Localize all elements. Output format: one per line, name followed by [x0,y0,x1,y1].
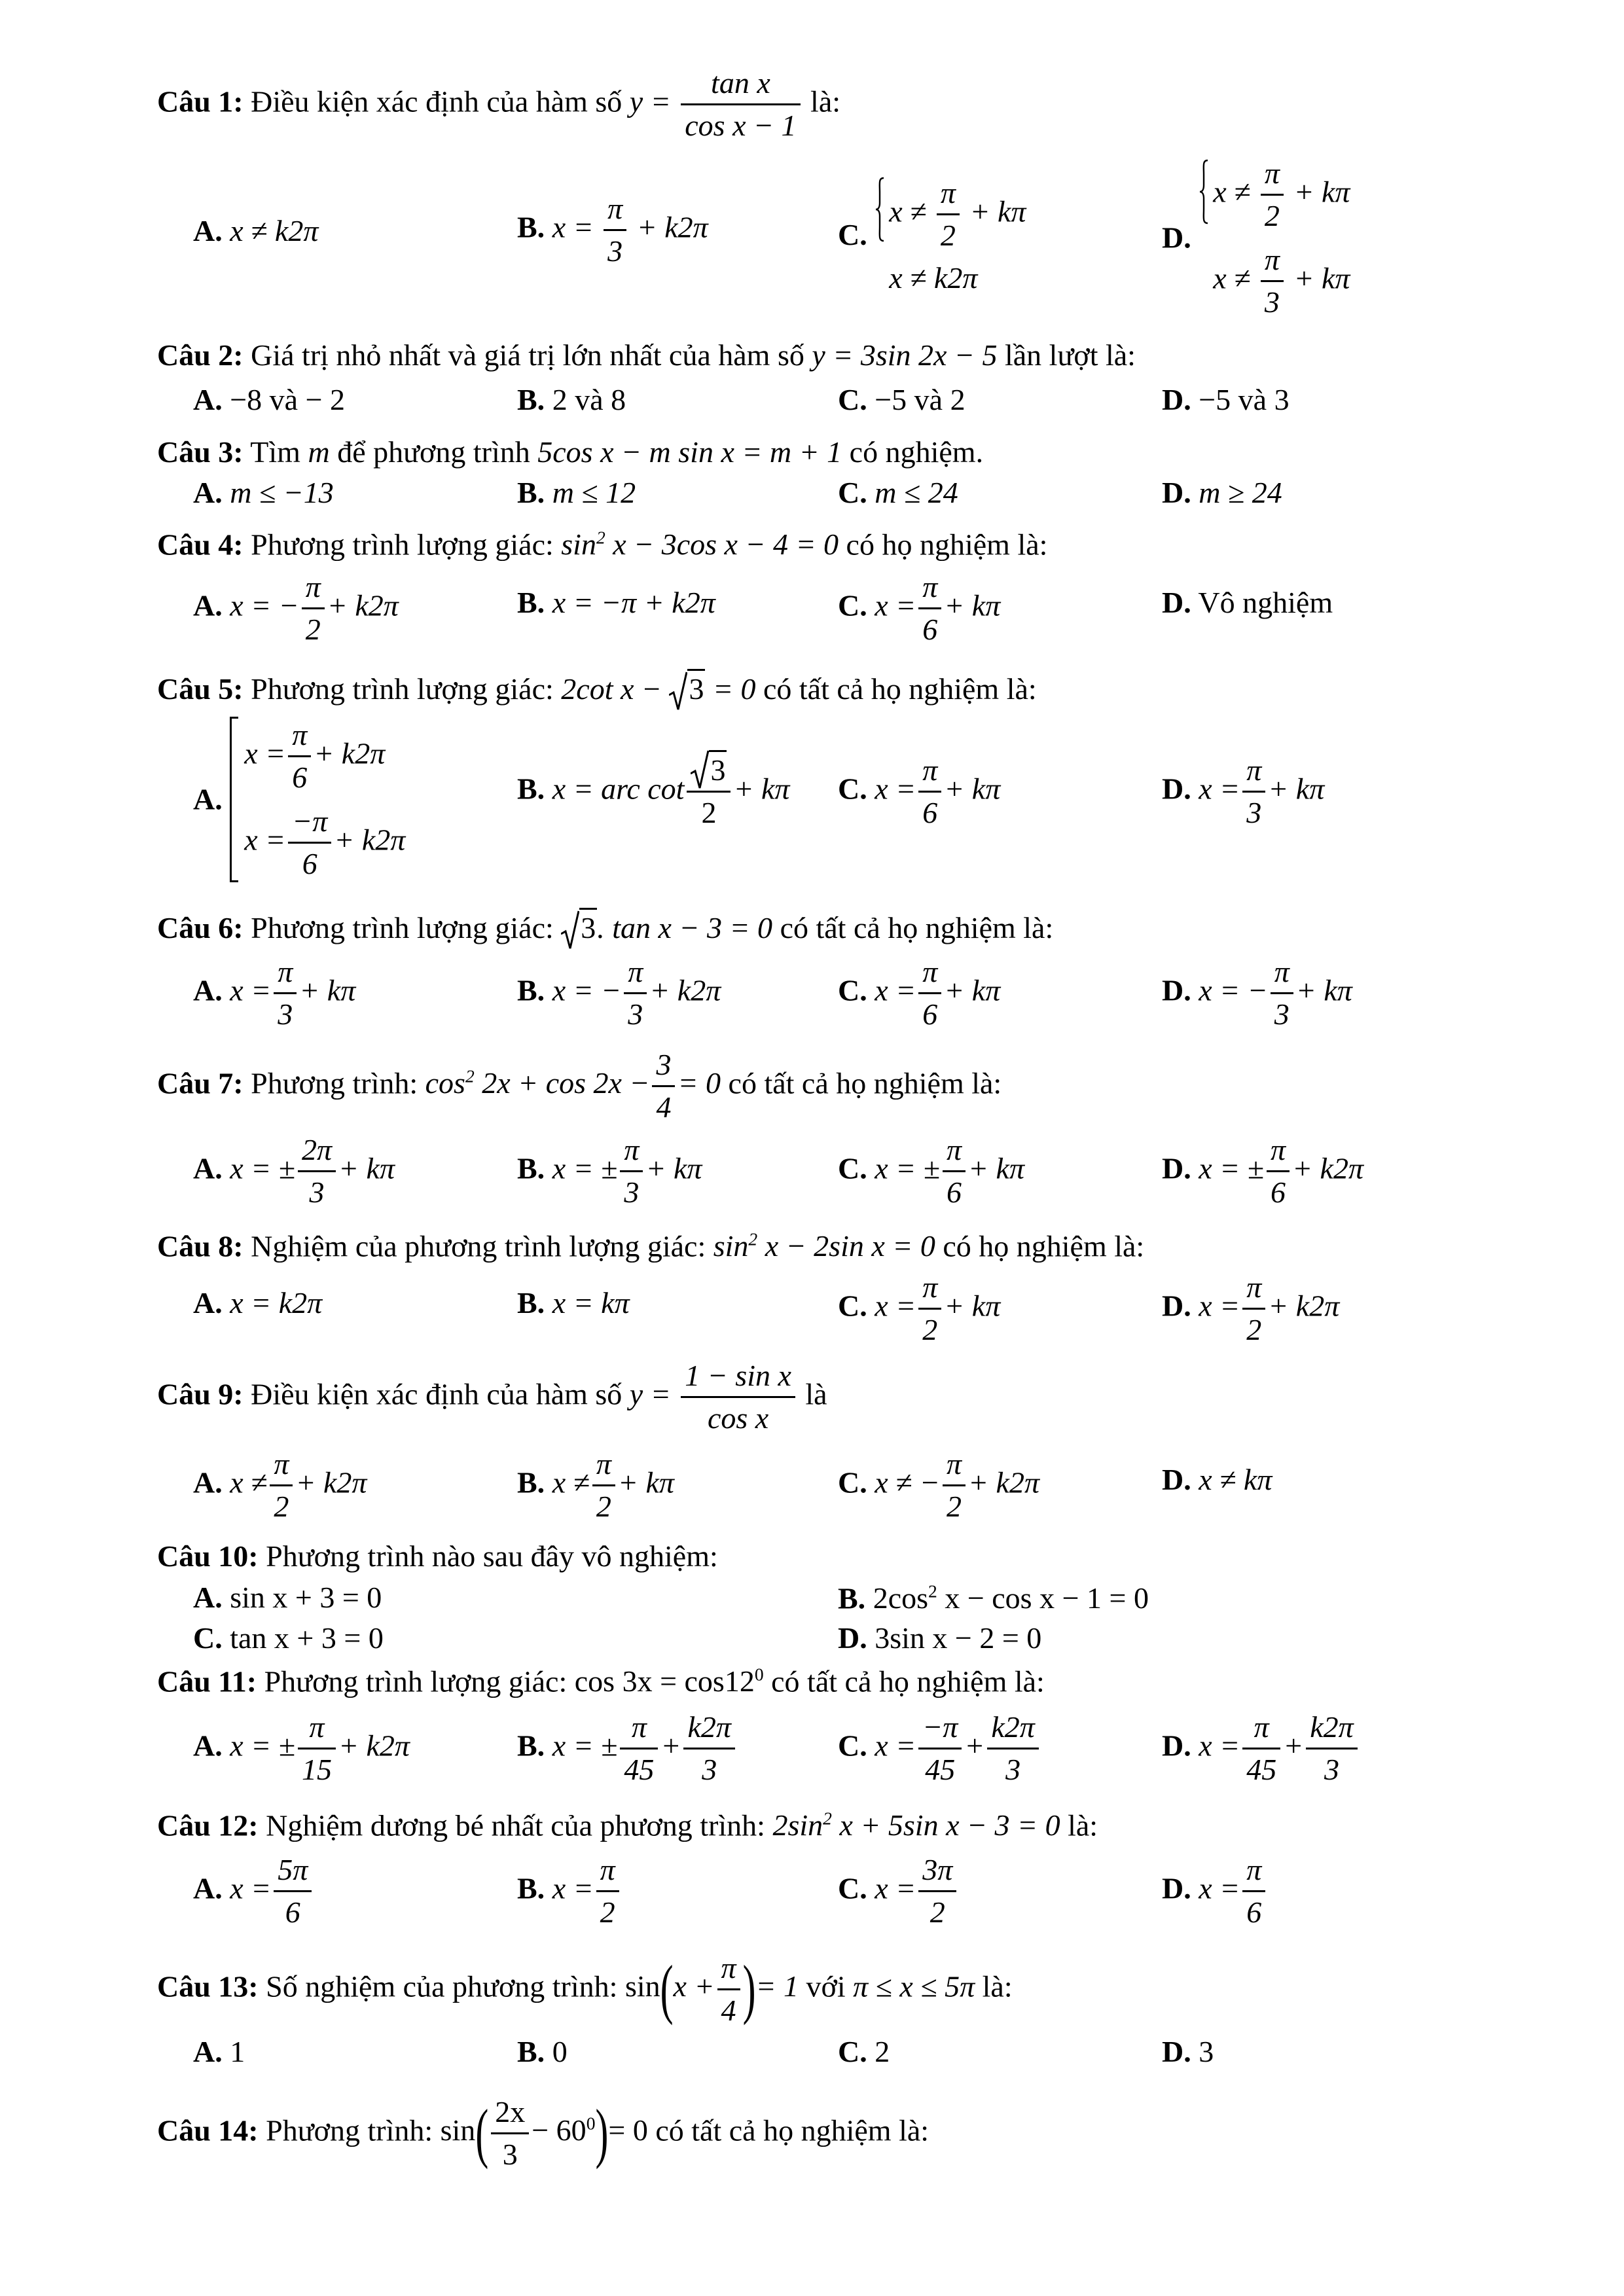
question-label: Câu 10: [157,1539,259,1573]
option-label: C. [838,973,867,1007]
option-d[interactable] [1162,385,1290,415]
option-c[interactable]: C. x = $\frac{\pi}{6}$ + kπ [838,954,1000,1033]
expr-y: y = [629,84,671,118]
option-label: C. [838,1151,867,1185]
option-a[interactable]: A. x = ± $\frac{\pi}{15}$ + k2π [193,1710,410,1788]
option-expr-post: + kπ [733,772,790,806]
numerator: tan x [681,65,800,105]
option-text: −5 và 2 [875,383,965,416]
option-label: C. [838,476,867,509]
question-text: Giá trị nhỏ nhất và giá trị lớn nhất của hàm số [251,338,804,372]
option-label: B. [517,586,545,619]
option-label: D. [1162,772,1191,806]
fraction: $\frac{k2\pi}{3}$ [987,1710,1038,1788]
option-label: C. [838,1289,867,1323]
option-label: B. [517,210,545,244]
question-expr: 5cos x − m sin x = m + 1 [537,435,842,469]
question-label: Câu 1: [157,84,244,118]
option-expr-post: + kπ [1268,772,1325,806]
question-text: để phương trình [337,435,530,469]
option-label: B. [517,1151,545,1185]
option-label: A. [193,1465,223,1499]
option-expr: m ≤ −13 [230,476,334,509]
denominator: 3 [607,234,623,268]
question-11 [157,1666,1045,1696]
fraction: $\frac{k2\pi}{3}$ [683,1710,734,1788]
option-label: A. [193,214,223,247]
option-d[interactable] [1162,2037,1214,2067]
option-d[interactable] [1162,588,1333,618]
option-label: D. [1162,973,1191,1007]
fraction: $\frac{\pi}{3}$ [624,954,647,1033]
option-text: 0 [552,2035,568,2068]
question-3 [157,437,983,467]
option-c[interactable] [838,753,1000,831]
question-label: Câu 9: [157,1377,244,1411]
fraction: $\frac{\pi}{6}$ [918,954,941,1033]
option-b[interactable] [838,1583,1149,1613]
option-a[interactable] [193,385,345,415]
question-text: Phương trình lượng giác: [251,911,554,944]
option-text: 2 và 8 [552,383,626,416]
option-a[interactable] [193,1583,382,1613]
fraction: $\frac{\pi}{6}$ [918,569,941,648]
option-label: C. [193,1621,223,1655]
option-a[interactable]: A. x = $\frac{5\pi}{6}$ [193,1852,314,1931]
option-expr: $2\cos^2$ x − cos x − 1 = 0 [873,1581,1149,1615]
option-d[interactable]: D. x = $\frac{\pi}{2}$ + k2π [1162,1270,1339,1348]
option-label: B. [517,973,545,1007]
option-b[interactable]: B. x = ± $\frac{\pi}{45}$ + $\frac{k2\pi}{3}$ [517,1710,738,1788]
system-row: x ≠ $\frac{\pi}{2}$ + kπ [889,176,1026,253]
option-label: A. [193,782,223,816]
option-label: D. [1162,1871,1191,1905]
option-c[interactable] [838,2037,890,2067]
question-expr: $\cos^2 2x + \cos 2x$ − $\frac{3}{4}$ = 0 [425,1048,721,1124]
curly-brace-icon [1199,159,1209,224]
fraction: $\frac{-\pi}{45}$ [918,1710,962,1788]
question-tail: lần lượt là: [1004,338,1136,372]
question-text: Tìm [250,435,300,469]
option-label: A. [193,1871,223,1905]
option-b[interactable] [517,1288,630,1318]
option-label: A. [193,1286,223,1319]
fraction: $\frac{\pi}{6}$ [1242,1852,1265,1931]
question-expr: $\cos 3x = \cos 12^0$ [574,1664,764,1698]
fraction: $\frac{\pi}{2}$ [1242,1270,1265,1348]
question-tail: có họ nghiệm là: [943,1229,1145,1263]
fraction: $\frac{\pi}{6}$ [918,753,941,831]
question-tail: có tất cả họ nghiệm là: [728,1066,1002,1100]
option-b[interactable]: B. x = ± $\frac{\pi}{3}$ + kπ [517,1132,702,1211]
option-text: tan x + 3 = 0 [230,1621,384,1655]
option-label: D. [1162,586,1191,619]
option-label: C. [838,1465,867,1499]
equation-union [230,713,405,886]
option-a[interactable] [193,2037,245,2067]
option-d[interactable] [838,1623,1041,1653]
question-expr: $2\sin^2$ x + 5sin x − 3 = 0 [772,1808,1060,1842]
question-label: Câu 5: [157,672,244,706]
question-expr: 2cot x − 3 = 0 [561,672,755,706]
option-label: A. [193,973,223,1007]
fraction [604,191,626,270]
fraction: $\frac{\pi}{2}$ [918,1270,941,1348]
question-14 [157,2094,929,2173]
system-row: x ≠ k2π [889,260,978,295]
question-label: Câu 6: [157,911,244,944]
option-label: A. [193,2035,223,2068]
option-d[interactable] [1162,1465,1272,1495]
option-b[interactable]: B. x ≠ $\frac{\pi}{2}$ + kπ [517,1446,674,1525]
question-label: Câu 14: [157,2113,259,2147]
option-text: 1 [230,2035,245,2068]
option-c[interactable] [838,385,965,415]
question-4 [157,529,1047,560]
fraction: $\frac{\pi}{6}$ [943,1132,965,1211]
option-label: B. [517,772,545,806]
option-a[interactable]: A. x = $\frac{\pi}{3}$ + kπ [193,954,355,1033]
question-12 [157,1810,1098,1840]
question-text: Nghiệm của phương trình lượng giác: [251,1229,706,1263]
expr-y: y = [629,1377,671,1411]
question-label: Câu 13: [157,1969,259,2003]
question-text: Phương trình lượng giác: [264,1664,568,1698]
question-text: Phương trình lượng giác: [251,528,554,562]
question-text: với [806,1969,846,2003]
fraction: $\frac{5\pi}{6}$ [274,1852,312,1931]
option-b[interactable] [517,2037,568,2067]
question-text: Phương trình nào sau đây vô nghiệm: [266,1539,718,1573]
question-text: Phương trình lượng giác: [251,672,554,706]
option-c[interactable] [838,569,1000,648]
question-label: Câu 2: [157,338,244,372]
fraction: $\frac{3\pi}{2}$ [918,1852,956,1931]
option-expr-pre: x = [875,772,916,806]
square-bracket-icon [230,717,238,882]
option-b[interactable]: B. x = − $\frac{\pi}{3}$ + k2π [517,954,721,1033]
option-label: B. [517,1871,545,1905]
option-text: 3 [1199,2035,1214,2068]
option-b[interactable] [517,385,626,415]
option-label: B. [517,1286,545,1319]
fraction: $\frac{2\pi}{3}$ [298,1132,336,1211]
question-label: Câu 4: [157,528,244,562]
option-c[interactable]: C. x = $\frac{-\pi}{45}$ + $\frac{k2\pi}{3}$ [838,1710,1041,1788]
option-b[interactable] [517,478,636,508]
option-label: B. [517,476,545,509]
option-text: −8 và − 2 [230,383,346,416]
radical-icon [669,670,687,712]
option-label: A. [193,1729,223,1763]
option-c[interactable]: C. x ≠ − $\frac{\pi}{2}$ + k2π [838,1446,1039,1525]
question-tail: có tất cả họ nghiệm là: [780,911,1054,944]
option-expr-pre: x = [875,588,916,622]
question-5 [157,674,1037,704]
option-expr: x ≠ k2π [230,214,319,247]
fraction: $\frac{\pi}{45}$ [1242,1710,1280,1788]
option-label: D. [1162,2035,1191,2068]
question-10 [157,1541,718,1571]
option-d[interactable] [1162,478,1282,508]
option-label: D. [1162,1729,1191,1763]
question-label: Câu 11: [157,1664,257,1698]
fraction: $\frac{\pi}{2}$ [270,1446,293,1525]
option-b[interactable] [517,191,708,270]
fraction: $\frac{\pi}{3}$ [1271,954,1293,1033]
option-label: D. [1162,1289,1191,1323]
option-expr: x = kπ [552,1286,630,1319]
option-d[interactable] [1162,753,1324,831]
system-row: x ≠ $\frac{\pi}{2}$ + kπ [1213,156,1350,233]
question-expr: 3. tan x − 3 = 0 [561,911,772,944]
question-label: Câu 7: [157,1066,244,1100]
fraction: $\frac{\pi}{3}$ [620,1132,643,1211]
option-label: B. [517,1729,545,1763]
option-c[interactable]: C. x = ± $\frac{\pi}{6}$ + kπ [838,1132,1024,1211]
numerator: π [604,191,626,231]
option-label: B. [517,1465,545,1499]
option-text: Vô nghiệm [1198,586,1333,619]
option-c[interactable]: C. x = $\frac{\pi}{2}$ + kπ [838,1270,1000,1348]
option-c[interactable] [838,478,958,508]
option-a[interactable] [193,478,334,508]
question-tail: có tất cả họ nghiệm là: [655,2113,929,2147]
fraction: $\frac{\pi}{15}$ [298,1710,336,1788]
fraction: $\frac{\pi}{2}$ [592,1446,615,1525]
question-tail: là [805,1377,827,1411]
fraction: $\frac{\pi}{2}$ [302,569,325,648]
question-text: Nghiệm dương bé nhất của phương trình: [266,1808,765,1842]
option-label: C. [838,383,867,416]
option-a[interactable] [193,216,318,246]
curly-brace-icon [875,177,885,242]
option-c[interactable]: C. x = $\frac{3\pi}{2}$ [838,1852,959,1931]
option-expr: x = k2π [230,1286,323,1319]
fraction: $\frac{\pi}{2}$ [943,1446,965,1525]
option-label: B. [838,1581,866,1615]
option-d[interactable] [1162,152,1350,324]
option-label: D. [1162,221,1191,255]
question-expr: $\sin^2 x - 3\cos$ x − 4 = 0 [561,528,839,562]
option-b[interactable]: B. x = $\frac{\pi}{2}$ [517,1852,622,1931]
option-label: C. [838,1871,867,1905]
question-expr: $\sin^2 x - 2\sin$ x = 0 [713,1229,935,1263]
question-expr: sin(x + $\frac{\pi}{4}$ )= 1 [624,1951,799,2028]
question-tail: là: [982,1969,1013,2003]
option-label: D. [838,1621,867,1655]
question-label: Câu 8: [157,1229,244,1263]
fraction: $\frac{3}{2}$ [687,753,731,831]
option-label: D. [1162,476,1191,509]
option-expr: m ≥ 24 [1199,476,1282,509]
option-expr-pre: x = [552,210,594,244]
option-d[interactable]: D. x = $\frac{\pi}{6}$ [1162,1852,1268,1931]
question-expr: y = 3sin 2x − 5 [812,338,998,372]
option-expr: m ≤ 24 [875,476,958,509]
option-expr: x = −π + k2π [552,586,715,619]
radical-icon [691,749,709,791]
question-tail: là: [810,84,841,118]
fraction: $\frac{\pi}{3}$ [1242,753,1265,831]
fraction: $\frac{\pi}{45}$ [620,1710,658,1788]
option-label: C. [838,2035,867,2068]
question-expr: sin( $\frac{2x}{3}$ − $60^0)= 0$ [440,2095,648,2172]
radical-icon [561,909,579,951]
option-label: B. [517,383,545,416]
option-a[interactable] [193,713,405,886]
fraction: $\frac{\pi}{2}$ [596,1852,619,1931]
question-2 [157,340,1136,370]
option-d[interactable]: D. x = − $\frac{\pi}{3}$ + kπ [1162,954,1352,1033]
question-text: Số nghiệm của phương trình: [266,1969,618,2003]
equation-system [875,171,1026,298]
fraction [681,65,800,144]
option-d[interactable]: D. x = $\frac{\pi}{45}$ + $\frac{k2\pi}{3}$ [1162,1710,1360,1788]
range-expr: π ≤ x ≤ 5π [853,1969,975,2003]
question-tail: có tất cả họ nghiệm là: [763,672,1037,706]
option-text: sin x + 3 = 0 [230,1581,382,1614]
option-expr: x ≠ kπ [1199,1463,1272,1496]
question-6 [157,913,1053,943]
option-b[interactable] [517,753,789,831]
option-c[interactable] [193,1623,384,1653]
question-7 [157,1047,1001,1126]
fraction: $\frac{k2\pi}{3}$ [1306,1710,1357,1788]
option-b[interactable] [517,588,715,618]
option-label: D. [1162,1463,1191,1496]
question-tail: có tất cả họ nghiệm là: [771,1664,1045,1698]
option-expr-pre: x = [1199,772,1240,806]
option-expr-pre: x = − [230,588,299,622]
option-label: A. [193,383,223,416]
fraction: $\frac{\pi}{3}$ [274,954,297,1033]
question-text: Điều kiện xác định của hàm số [251,84,623,118]
option-expr-post: + kπ [944,772,1001,806]
fraction: $\frac{\pi}{6}$ [1267,1132,1290,1211]
option-a[interactable]: A. x = ± $\frac{2\pi}{3}$ + kπ [193,1132,395,1211]
option-label: C. [838,1729,867,1763]
option-expr-post: + kπ [944,588,1001,622]
question-9 [157,1358,827,1437]
option-label: C. [838,218,867,252]
option-text: 2 [875,2035,890,2068]
option-expr-pre: x = arc cot [552,772,685,806]
question-text: Điều kiện xác định của hàm số [251,1377,623,1411]
option-label: D. [1162,383,1191,416]
option-c[interactable] [838,171,1026,298]
union-row: x = $\frac{\pi}{6}$ + k2π [244,718,386,795]
option-label: B. [517,2035,545,2068]
equation-system [1199,152,1350,324]
option-expr: m ≤ 12 [552,476,636,509]
question-text: Phương trình: [251,1066,418,1100]
option-a[interactable]: A. x ≠ $\frac{\pi}{2}$ + k2π [193,1446,367,1525]
question-1 [157,65,840,144]
option-label: A. [193,1151,223,1185]
question-tail: có họ nghiệm là: [846,528,1048,562]
denominator: cos x − 1 [685,109,797,143]
question-text: Phương trình: [266,2113,433,2147]
option-text: −5 và 3 [1199,383,1290,416]
option-expr-post: + k2π [636,210,708,244]
option-label: A. [193,476,223,509]
option-label: D. [1162,1151,1191,1185]
option-a[interactable] [193,1288,322,1318]
option-label: C. [838,588,867,622]
option-a[interactable] [193,569,399,648]
question-label: Câu 12: [157,1808,259,1842]
variable-m: m [308,435,330,469]
option-d[interactable]: D. x = ± $\frac{\pi}{6}$ + k2π [1162,1132,1363,1211]
question-8 [157,1230,1144,1261]
system-row: x ≠ $\frac{\pi}{3}$ + kπ [1213,242,1350,319]
question-tail: là: [1068,1808,1098,1842]
option-label: A. [193,588,223,622]
union-row: x = $\frac{-\pi}{6}$ + k2π [244,804,406,880]
option-label: C. [838,772,867,806]
question-label: Câu 3: [157,435,244,469]
option-label: A. [193,1581,223,1614]
option-text: 3sin x − 2 = 0 [875,1621,1042,1655]
question-13 [157,1950,1013,2029]
option-expr-post: + k2π [327,588,399,622]
fraction: $\frac{\text{1 − sin x}}{\text{cos x}}$ [681,1358,795,1437]
question-tail: có nghiệm. [849,435,984,469]
